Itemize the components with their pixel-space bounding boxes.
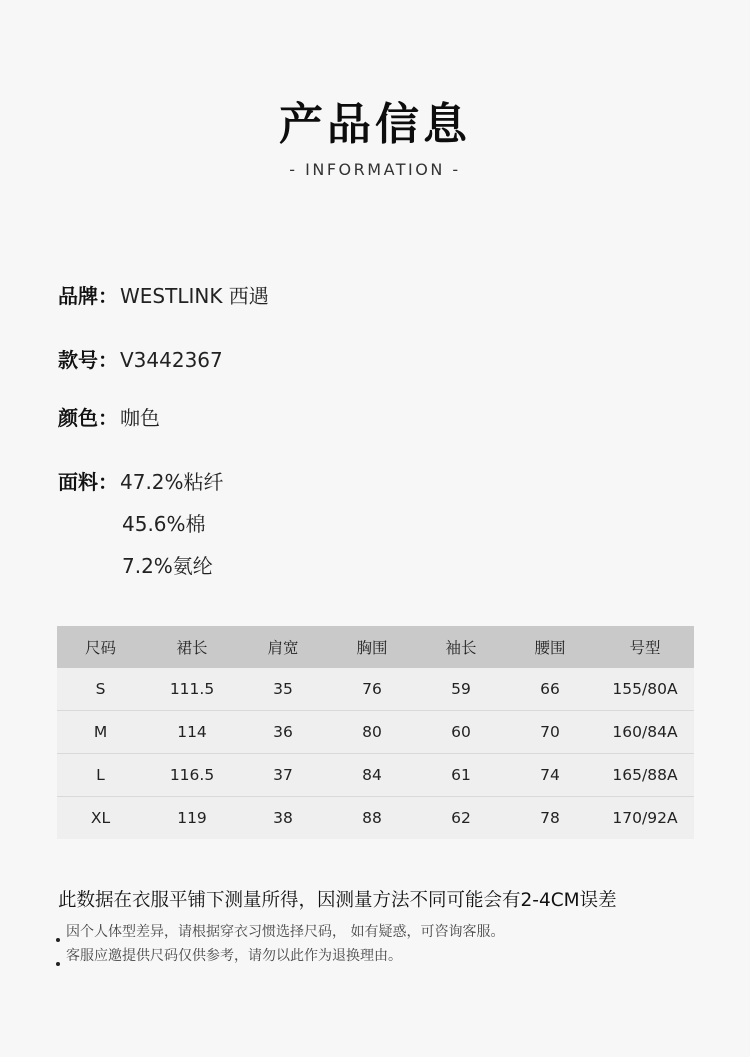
table-cell: XL	[57, 797, 144, 840]
brand-value: WESTLINK 西遇	[120, 284, 269, 308]
fabric-line-2: 45.6%棉	[122, 512, 206, 536]
fabric-line-3: 7.2%氨纶	[122, 554, 213, 578]
brand-row	[58, 280, 269, 309]
col-header-size: 尺码	[57, 626, 144, 668]
style-no-value: V3442367	[120, 348, 223, 372]
table-cell: 38	[240, 797, 326, 840]
table-row	[57, 754, 694, 797]
table-cell: M	[57, 711, 144, 754]
col-header-fit: 号型	[596, 626, 694, 668]
style-no-label: 款号：	[58, 348, 118, 372]
col-header-dress-length: 裙长	[144, 626, 240, 668]
table-cell: 116.5	[144, 754, 240, 797]
table-cell: 80	[326, 711, 418, 754]
col-header-waist: 腰围	[504, 626, 596, 668]
table-cell: 62	[418, 797, 504, 840]
table-cell: 60	[418, 711, 504, 754]
note-bullet-1	[56, 921, 504, 942]
col-header-sleeve: 袖长	[418, 626, 504, 668]
color-label: 颜色：	[58, 406, 118, 430]
table-cell: 114	[144, 711, 240, 754]
table-row	[57, 668, 694, 711]
col-header-shoulder: 肩宽	[240, 626, 326, 668]
table-cell: 59	[418, 668, 504, 711]
table-cell: 66	[504, 668, 596, 711]
table-cell: 111.5	[144, 668, 240, 711]
note-bullet-2	[56, 945, 402, 966]
bullet-dot-icon	[56, 962, 60, 966]
table-cell: 78	[504, 797, 596, 840]
table-row	[57, 711, 694, 754]
color-row	[58, 402, 160, 431]
table-cell: 165/88A	[596, 754, 694, 797]
table-cell: L	[57, 754, 144, 797]
table-cell: 170/92A	[596, 797, 694, 840]
table-cell: 119	[144, 797, 240, 840]
table-cell: 76	[326, 668, 418, 711]
fabric-label: 面料：	[58, 470, 118, 494]
page-title: 产品信息	[279, 99, 471, 150]
table-cell: 88	[326, 797, 418, 840]
table-cell: S	[57, 668, 144, 711]
brand-label: 品牌：	[58, 284, 118, 308]
table-cell: 84	[326, 754, 418, 797]
page-subtitle: - INFORMATION -	[289, 160, 461, 179]
table-cell: 74	[504, 754, 596, 797]
table-cell: 70	[504, 711, 596, 754]
size-table	[57, 626, 694, 839]
note-bullet-1-text: 因个人体型差异，请根据穿衣习惯选择尺码， 如有疑惑，可咨询客服。	[66, 924, 505, 940]
size-table-header	[57, 626, 694, 668]
table-cell: 61	[418, 754, 504, 797]
color-value: 咖色	[120, 406, 160, 430]
table-cell: 35	[240, 668, 326, 711]
style-no-row	[58, 344, 223, 373]
table-cell: 155/80A	[596, 668, 694, 711]
fabric-row	[58, 466, 224, 495]
measurement-note: 此数据在衣服平铺下测量所得，因测量方法不同可能会有2-4CM误差	[58, 890, 617, 911]
bullet-dot-icon	[56, 938, 60, 942]
col-header-chest: 胸围	[326, 626, 418, 668]
table-cell: 160/84A	[596, 711, 694, 754]
table-cell: 37	[240, 754, 326, 797]
table-cell: 36	[240, 711, 326, 754]
note-bullet-2-text: 客服应邀提供尺码仅供参考，请勿以此作为退换理由。	[66, 948, 402, 964]
table-row	[57, 797, 694, 840]
fabric-line-1: 47.2%粘纤	[120, 470, 224, 494]
